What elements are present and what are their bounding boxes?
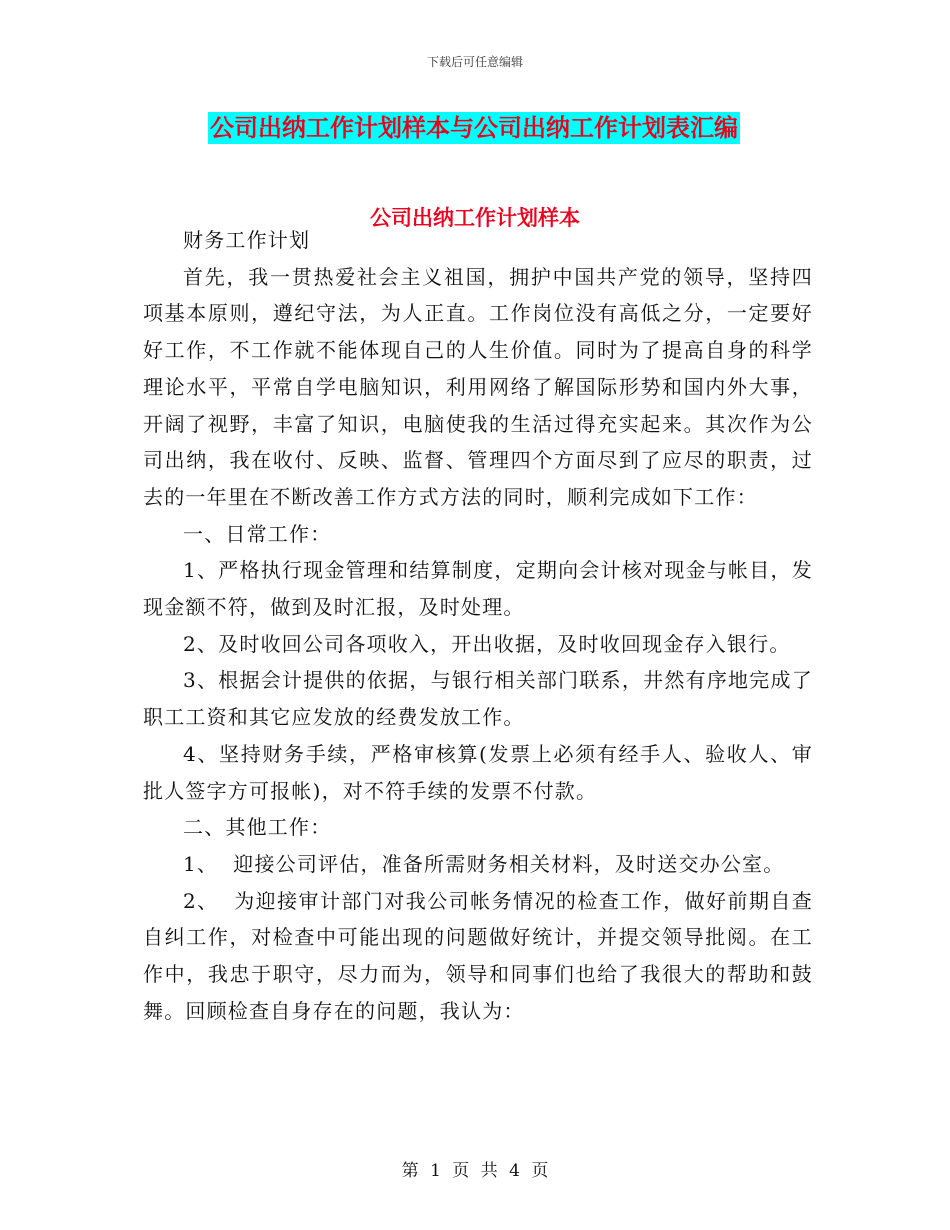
paragraph: 1、 迎接公司评估，准备所需财务相关材料，及时送交办公室。 bbox=[183, 851, 785, 876]
document-title: 公司出纳工作计划样本与公司出纳工作计划表汇编 bbox=[210, 114, 738, 142]
page-footer: 第 1 页 共 4 页 bbox=[401, 1161, 549, 1181]
section-title: 公司出纳工作计划样本 bbox=[370, 206, 580, 230]
paragraph: 2、 为迎接审计部门对我公司帐务情况的检查工作，做好前期自查自纠工作，对检查中可能出现的问题做好统计，并提交领导批阅。在工作中，我忠于职守，尽力而为，领导和同事们也给了我很大的帮助和鼓舞。回顾检查自身存在的问题，我认为： bbox=[143, 888, 813, 1023]
paragraph: 2、及时收回公司各项收入，开出收据，及时收回现金存入银行。 bbox=[183, 631, 791, 656]
body-text bbox=[143, 222, 813, 1029]
paragraph: 1、严格执行现金管理和结算制度，定期向会计核对现金与帐目，发现金额不符，做到及时汇报，及时处理。 bbox=[143, 558, 813, 620]
paragraph-heading: 财务工作计划 bbox=[183, 228, 311, 252]
paragraph-heading: 二、其他工作： bbox=[183, 815, 332, 840]
paragraph: 首先，我一贯热爱社会主义祖国，拥护中国共产党的领导，坚持四项基本原则，遵纪守法，为人正直。工作岗位没有高低之分，一定要好好工作，不工作就不能体现自己的人生价值。同时为了提高自身的科学理论水平，平常自学电脑知识，利用网络了解国际形势和国内外大事，开阔了视野，丰富了知识，电脑使我的生活过得充实起来。其次作为公司出纳，我在收付、反映、监督、管理四个方面尽到了应尽的职责，过去的一年里在不断改善工作方式方法的同时，顺利完成如下工作： bbox=[143, 264, 813, 509]
paragraph-heading: 一、日常工作： bbox=[183, 521, 332, 546]
header-note: 下载后可任意编辑 bbox=[426, 55, 523, 69]
paragraph: 3、根据会计提供的依据，与银行相关部门联系，井然有序地完成了职工工资和其它应发放的经费发放工作。 bbox=[143, 668, 813, 730]
paragraph: 4、坚持财务手续，严格审核算(发票上必须有经手人、验收人、审批人签字方可报帐)，对不符手续的发票不付款。 bbox=[143, 741, 813, 803]
